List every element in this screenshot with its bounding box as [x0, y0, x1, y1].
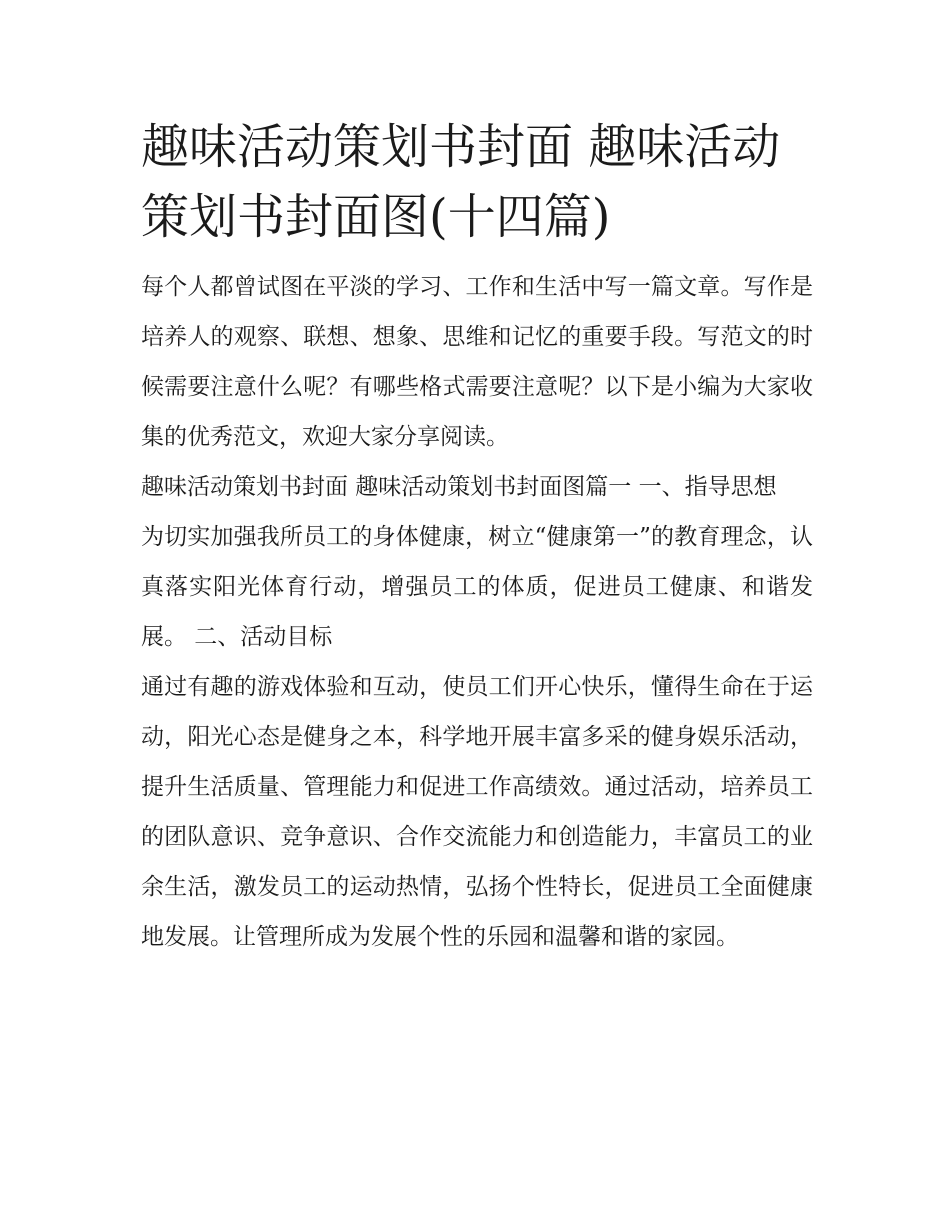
document-title: 趣味活动策划书封面 趣味活动策划书封面图(十四篇)	[141, 119, 781, 245]
intro-paragraph: 每个人都曾试图在平淡的学习、工作和生活中写一篇文章。写作是培养人的观察、联想、想象、思维和记忆的重要手段。写范文的时候需要注意什么呢？有哪些格式需要注意呢？以下是小编为大家收集的优秀范文，欢迎大家分享阅读。	[141, 274, 813, 450]
guiding-ideology-paragraph: 为切实加强我所员工的身体健康，树立“健康第一”的教育理念，认真落实阳光体育行动，增强员工的体质，促进员工健康、和谐发展。 二、活动目标	[141, 524, 813, 650]
section-heading-guiding-ideology: 趣味活动策划书封面 趣味活动策划书封面图篇一 一、指导思想	[141, 474, 777, 500]
document-page	[141, 112, 813, 962]
activity-goals-paragraph: 通过有趣的游戏体验和互动，使员工们开心快乐，懂得生命在于运动，阳光心态是健身之本，科学地开展丰富多采的健身娱乐活动，提升生活质量、管理能力和促进工作高绩效。通过活动，培养员工的团队意识、竞争意识、合作交流能力和创造能力，丰富员工的业余生活，激发员工的运动热情，弘扬个性特长，促进员工全面健康地发展。让管理所成为发展个性的乐园和温馨和谐的家园。	[141, 674, 813, 950]
